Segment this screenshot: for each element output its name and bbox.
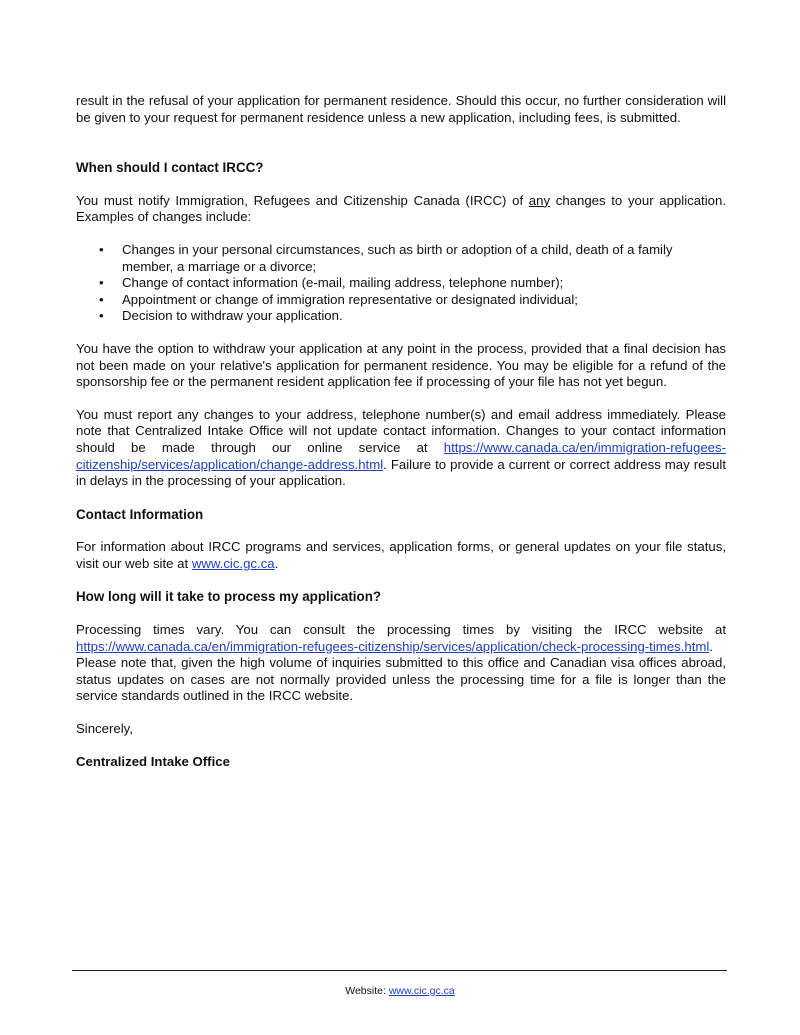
contact-ircc-heading: When should I contact IRCC? (76, 160, 264, 176)
contact-information-paragraph: For information about IRCC programs and services, application forms, or general updates on your file status, visit our web site at www.cic.gc.ca. (76, 539, 726, 571)
processing-paragraph: Processing times vary. You can consult the processing times by visiting the IRCC website at https://www.canada.ca/en/immigration-refugees-citizenship/services/application/check-processing-times.html. Please note that, given the high volume of inquiries submitted to this office and Canadian visa offices abroad, status updates on cases are not normally provided unless the processing time for a file is longer than the service standards outlined in the IRCC website. (76, 622, 726, 704)
processing-time-heading: How long will it take to process my application? (76, 589, 382, 605)
footer-divider (72, 970, 727, 971)
signature: Centralized Intake Office (76, 753, 230, 769)
contact-information-heading: Contact Information (76, 506, 204, 522)
list-item: • Changes in your personal circumstances, such as birth or adoption of a child, death of a family member, a marriage or a divorce; (76, 242, 726, 275)
list-item: • Decision to withdraw your application. (76, 308, 726, 325)
any-emphasis: any (528, 192, 551, 208)
changes-list (76, 242, 726, 325)
withdraw-paragraph: You have the option to withdraw your application at any point in the process, provided that a final decision has not been made on your relative's application for permanent residence. You may be eligible for a refund of the sponsorship fee or the permanent resident application fee if processing of your file has not yet begun. (76, 340, 726, 390)
report-changes-paragraph: You must report any changes to your address, telephone number(s) and email address immediately. Please note that Centralized Intake Office will not update contact information. Changes to your contact information should be made through our online service at https://www.canada.ca/en/immigration-refugees-citizenship/services/application/change-address.html. Failure to provide a current or correct address may result in delays in the processing of your application. (76, 406, 726, 489)
letter-body (76, 93, 726, 770)
list-item: • Change of contact information (e-mail, mailing address, telephone number); (76, 275, 726, 292)
intro-paragraph: result in the refusal of your application for permanent residence. Should this occur, no further consideration will be given to your request for permanent residence unless a new application, including fees, is submitted. (76, 93, 726, 125)
footer-label: Website: (345, 985, 389, 997)
processing-times-link[interactable]: https://www.canada.ca/en/immigration-refugees-citizenship/services/application/check-processing-times.html (76, 638, 710, 654)
footer-website-link[interactable]: www.cic.gc.ca (388, 985, 455, 997)
footer (0, 985, 800, 998)
salutation: Sincerely, (76, 721, 133, 737)
change-address-link[interactable]: https://www.canada.ca/en/immigration-refugees-citizenship/services/application/change-address.html (76, 439, 726, 472)
cic-website-link[interactable]: www.cic.gc.ca (191, 555, 275, 571)
notify-paragraph: You must notify Immigration, Refugees and Citizenship Canada (IRCC) of any changes to your application. Examples of changes include: (76, 192, 726, 225)
list-item: • Appointment or change of immigration representative or designated individual; (76, 292, 726, 309)
